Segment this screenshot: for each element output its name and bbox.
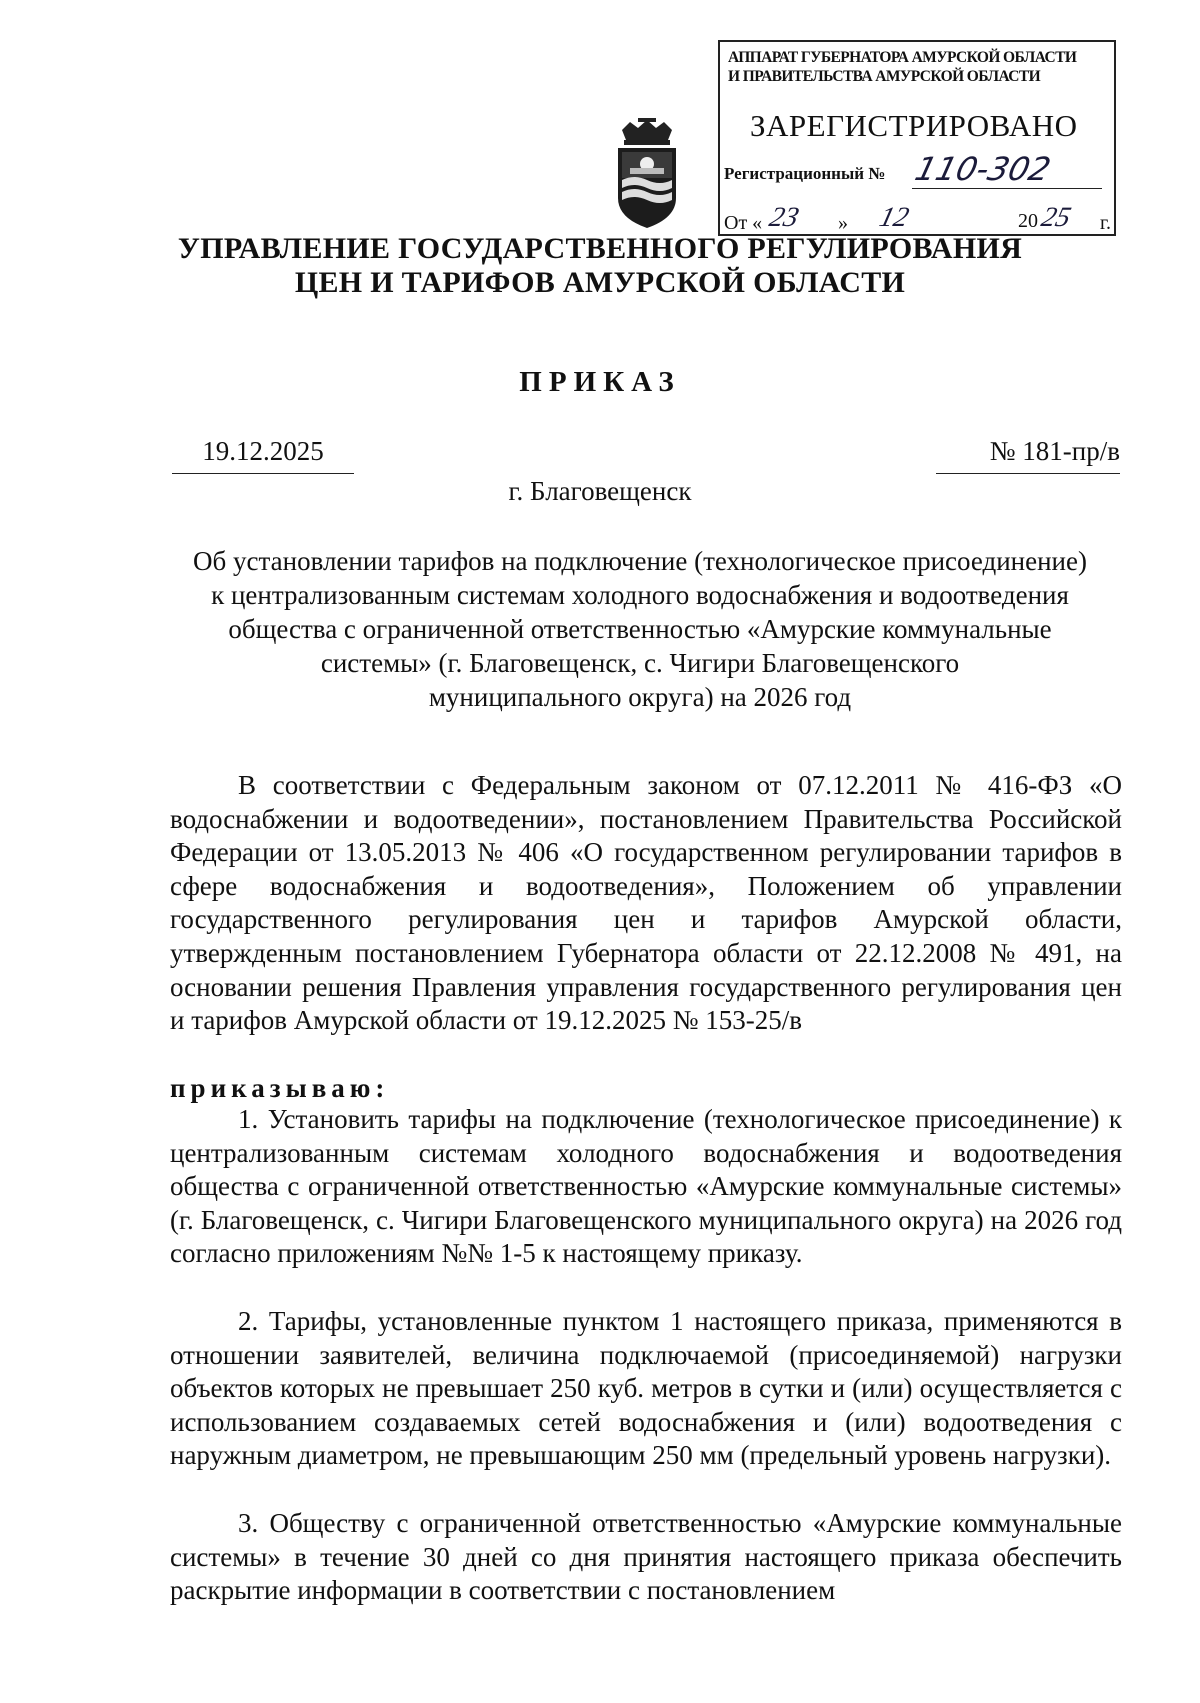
stamp-year-suffix: 25 bbox=[1038, 202, 1074, 233]
subject-line: Об установлении тарифов на подключение (технологическое присоединение) bbox=[193, 546, 1087, 576]
stamp-year-unit: г. bbox=[1100, 212, 1111, 234]
order-item-3: 3. Обществу с ограниченной ответственностью «Амурские коммунальные системы» в течение 30 дней со дня принятия настоящего приказа обеспечить раскрытие информации в соответствии с постановлением bbox=[170, 1508, 1122, 1606]
stamp-reg-number-label: Регистрационный № bbox=[724, 164, 886, 183]
stamp-day-close: » bbox=[838, 212, 848, 234]
subject-line: муниципального округа) на 2026 год bbox=[428, 682, 852, 712]
document-city: г. Благовещенск bbox=[508, 476, 692, 506]
document-type-title: ПРИКАЗ bbox=[519, 366, 681, 398]
order-item-2: 2. Тарифы, установленные пунктом 1 настоящего приказа, применяются в отношении заявителей, величина подключаемой (присоединяемой) нагрузки объектов которых не превышает 250 куб. метров в сутки и (или) осуществляется с использованием создаваемых сетей водоснабжения и (или) водоотведения с наружным диаметром, не превышающим 250 мм (предельный уровень нагрузки). bbox=[170, 1306, 1122, 1471]
stamp-organization bbox=[728, 48, 1076, 86]
order-word: приказываю: bbox=[170, 1073, 390, 1103]
stamp-registered-label: ЗАРЕГИСТРИРОВАНО bbox=[750, 108, 1078, 143]
subject-line: общества с ограниченной ответственностью «Амурские коммунальные bbox=[228, 614, 1052, 644]
agency-name-line2: ЦЕН И ТАРИФОВ АМУРСКОЙ ОБЛАСТИ bbox=[294, 266, 906, 299]
stamp-reg-number-value: 110-302 bbox=[911, 150, 1055, 188]
coat-of-arms-icon bbox=[608, 118, 686, 230]
document-subject bbox=[160, 544, 1120, 714]
document-date: 19.12.2025 bbox=[172, 436, 354, 474]
stamp-year-prefix: 20 bbox=[1018, 210, 1038, 232]
stamp-month: 12 bbox=[876, 202, 912, 233]
document-number: № 181-пр/в bbox=[936, 436, 1120, 474]
stamp-date-prefix: От « bbox=[724, 212, 763, 234]
agency-name-line1: УПРАВЛЕНИЕ ГОСУДАРСТВЕННОГО РЕГУЛИРОВАНИЯ bbox=[177, 232, 1023, 265]
stamp-org-line1: АППАРАТ ГУБЕРНАТОРА АМУРСКОЙ ОБЛАСТИ bbox=[728, 49, 1077, 66]
registration-stamp bbox=[718, 40, 1116, 236]
subject-line: к централизованным системам холодного водоснабжения и водоотведения bbox=[211, 580, 1069, 610]
subject-line: системы» (г. Благовещенск, с. Чигири Благовещенского bbox=[320, 648, 960, 678]
stamp-org-line2: И ПРАВИТЕЛЬСТВА АМУРСКОЙ ОБЛАСТИ bbox=[728, 68, 1041, 85]
preamble-paragraph: В соответствии с Федеральным законом от 07.12.2011 № 416-ФЗ «О водоснабжении и водоотведении», постановлением Правительства Российской Федерации от 13.05.2013 № 406 «О государственном регулировании тарифов в сфере водоснабжения и водоотведения», Положением об управлении государственного регулирования цен и тарифов Амурской области, утвержденным постановлением Губернатора области от 22.12.2008 № 491, на основании решения Правления управления государственного регулирования цен и тарифов Амурской области от 19.12.2025 № 153-25/в bbox=[170, 770, 1122, 1036]
stamp-reg-number-underline bbox=[912, 188, 1102, 189]
stamp-day: 23 bbox=[766, 202, 802, 233]
order-item-1: 1. Установить тарифы на подключение (технологическое присоединение) к централизованным системам холодного водоснабжения и водоотведения общества с ограниченной ответственностью «Амурские коммунальные системы» (г. Благовещенск, с. Чигири Благовещенского муниципального округа) на 2026 год согласно приложениям №№ 1-5 к настоящему приказу. bbox=[170, 1104, 1122, 1269]
